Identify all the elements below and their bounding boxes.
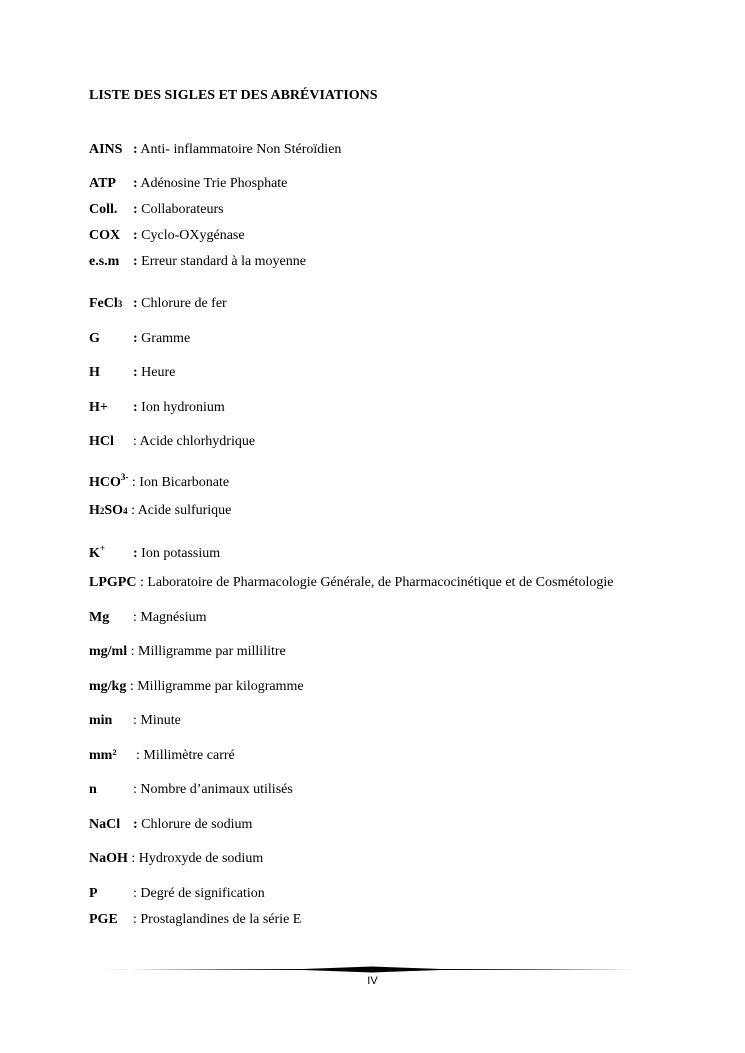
list-item [89, 174, 287, 194]
abbr-definition: : Laboratoire de Pharmacologie Générale, de Pharmacocinétique et de Cosmétologie [136, 575, 614, 590]
abbr-term: Coll. [89, 202, 118, 217]
list-item [89, 608, 207, 628]
list-item [89, 294, 227, 314]
abbr-term: FeCl [89, 296, 118, 311]
abbr-term: SO [104, 503, 124, 518]
abbr-colon: : [133, 546, 138, 561]
abbr-definition: Chlorure de sodium [137, 817, 253, 832]
abbr-subscript: 3 [117, 299, 123, 309]
list-item [89, 884, 265, 904]
list-item [89, 677, 304, 697]
abbr-definition: : Milligramme par kilogramme [126, 679, 304, 694]
page-number: IV [367, 975, 378, 987]
abbr-term: P [89, 886, 98, 901]
abbr-colon: : [133, 176, 138, 191]
list-item [89, 910, 301, 930]
abbr-colon: : [133, 202, 138, 217]
list-item [89, 815, 252, 835]
abbr-term: H [89, 365, 100, 380]
list-item [89, 140, 341, 160]
abbr-term: H [89, 503, 100, 518]
list-item [89, 642, 286, 662]
list-item [89, 467, 229, 493]
abbr-definition: : Minute [133, 713, 181, 728]
abbr-definition: : Ion Bicarbonate [128, 475, 230, 490]
abbr-definition: Ion hydronium [137, 400, 225, 415]
list-item [89, 363, 175, 383]
abbr-term: PGE [89, 912, 118, 927]
abbr-definition: Erreur standard à la moyenne [137, 254, 306, 269]
abbr-term: e.s.m [89, 254, 120, 269]
abbr-colon: : [133, 817, 138, 832]
list-item [89, 432, 255, 452]
abbr-definition: Gramme [137, 331, 191, 346]
abbr-term: G [89, 331, 100, 346]
abbr-colon: : [133, 296, 138, 311]
abbr-colon: : [133, 331, 138, 346]
abbr-definition: : Acide sulfurique [127, 503, 232, 518]
abbr-term: min [89, 713, 113, 728]
abbr-term: H+ [89, 400, 108, 415]
abbr-term: ATP [89, 176, 116, 191]
abbr-superscript: 3- [120, 472, 129, 482]
abbr-term: LPGPC [89, 575, 137, 590]
list-item [89, 501, 231, 521]
abbr-term: mg/ml [89, 644, 128, 659]
abbr-term: HCO [89, 475, 121, 490]
abbr-superscript: + [99, 543, 106, 553]
abbr-definition: Heure [137, 365, 176, 380]
list-item [89, 538, 220, 564]
list-item [89, 746, 235, 766]
list-item [89, 573, 613, 593]
list-item [89, 252, 306, 272]
list-item [89, 780, 293, 800]
footer-divider [103, 966, 641, 973]
abbr-definition: Anti- inflammatoire Non Stéroïdien [137, 142, 342, 157]
abbr-definition: Adénosine Trie Phosphate [137, 176, 288, 191]
abbr-definition: : Milligramme par millilitre [127, 644, 286, 659]
abbr-colon: : [133, 228, 138, 243]
abbr-definition: : Degré de signification [133, 886, 265, 901]
abbr-term: NaOH [89, 851, 128, 866]
abbr-definition: : Hydroxyde de sodium [127, 851, 264, 866]
abbr-term: K [89, 546, 100, 561]
abbr-colon: : [133, 400, 138, 415]
abbr-definition: Ion potassium [137, 546, 221, 561]
abbr-definition: Cyclo-OXygénase [137, 228, 245, 243]
abbr-definition: Collaborateurs [137, 202, 224, 217]
abbr-term: mg/kg [89, 679, 127, 694]
list-item [89, 849, 263, 869]
abbr-term: AINS [89, 142, 123, 157]
list-item [89, 226, 245, 246]
abbr-term: NaCl [89, 817, 121, 832]
abbr-subscript: 2 [99, 506, 105, 516]
abbr-definition: : Nombre d’animaux utilisés [133, 782, 293, 797]
abbr-term: Mg [89, 610, 110, 625]
page-title: LISTE DES SIGLES ET DES ABRÉVIATIONS [89, 88, 378, 103]
list-item [89, 200, 224, 220]
abbr-definition: : Magnésium [133, 610, 207, 625]
abbr-definition: Chlorure de fer [137, 296, 227, 311]
abbr-definition: : Acide chlorhydrique [133, 434, 256, 449]
abbr-colon: : [133, 254, 138, 269]
abbr-subscript: 4 [123, 506, 128, 516]
abbr-colon: : [133, 365, 138, 380]
abbr-term: n [89, 782, 97, 797]
list-item [89, 398, 225, 418]
abbr-colon: : [133, 142, 138, 157]
list-item [89, 711, 181, 731]
list-item [89, 329, 190, 349]
abbr-term: COX [89, 228, 121, 243]
abbr-definition: : Millimètre carré [136, 748, 235, 763]
abbr-definition: : Prostaglandines de la série E [133, 912, 302, 927]
abbr-term: HCl [89, 434, 114, 449]
abbr-term: mm² [89, 748, 117, 763]
